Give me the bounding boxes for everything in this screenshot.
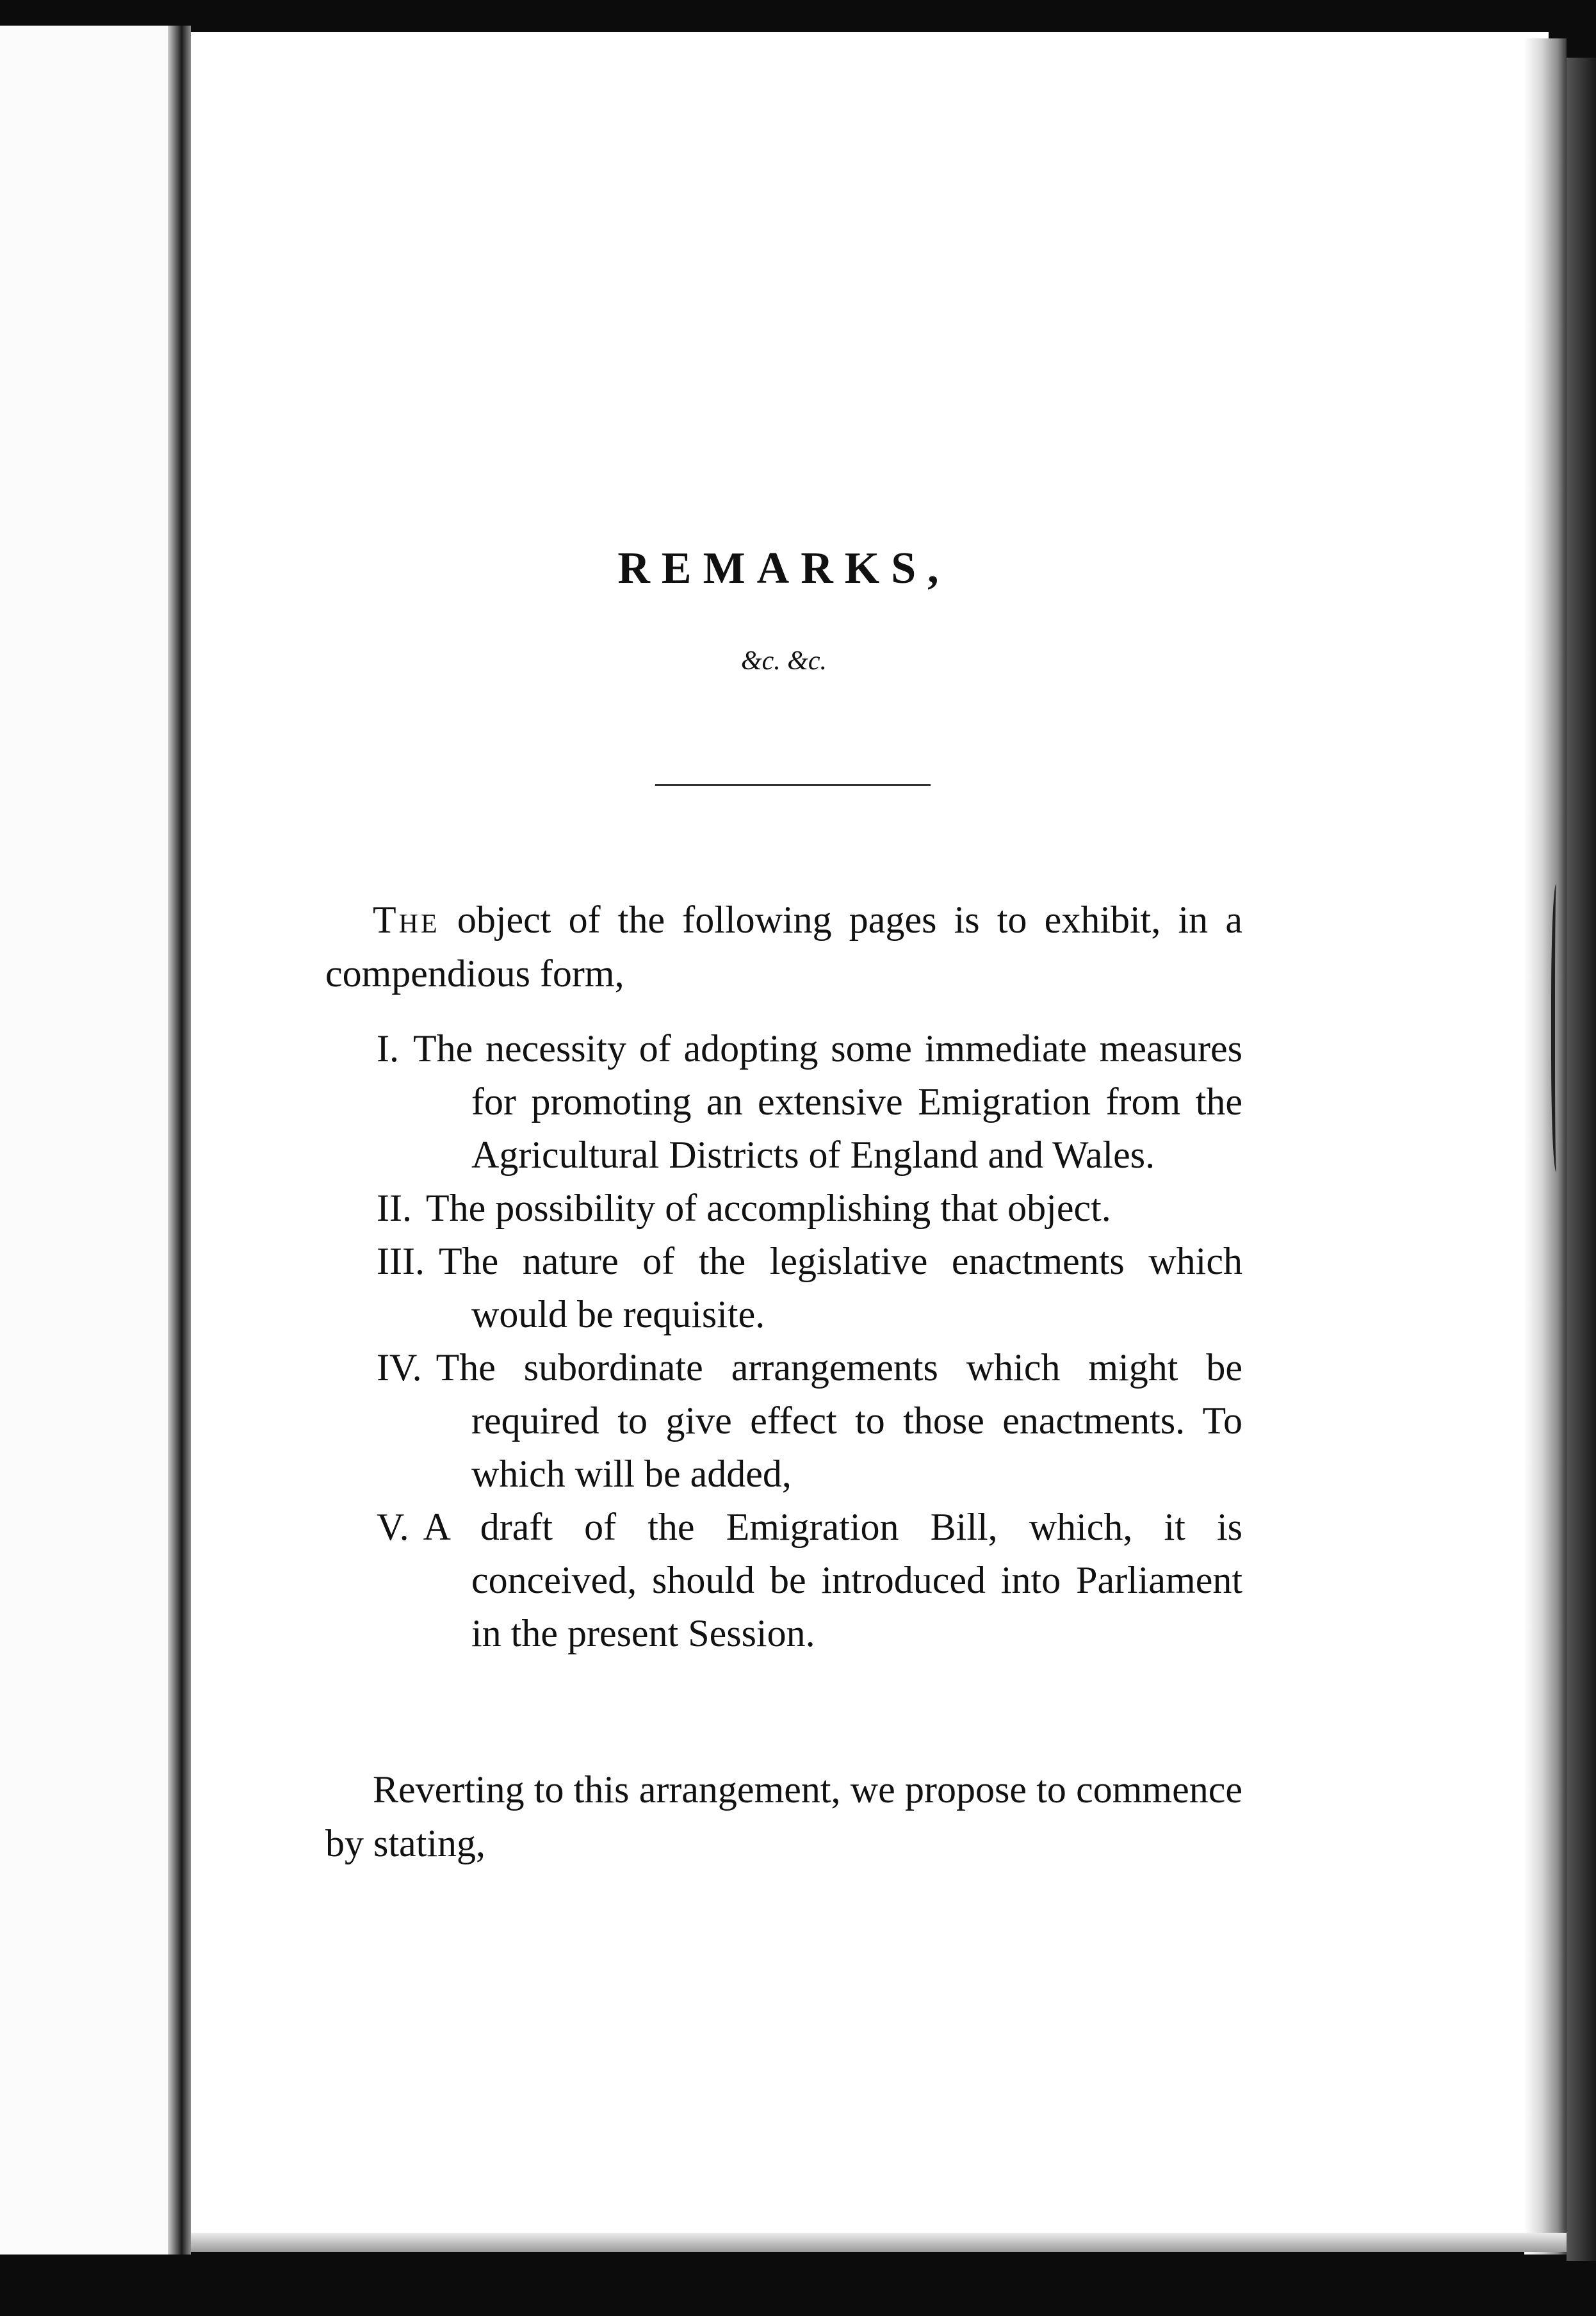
closing-paragraph: Reverting to this arrangement, we propose to commence by stating, [325, 1768, 1242, 1864]
list-numeral: III. [377, 1240, 425, 1282]
list-item-text: The necessity of adopting some immediate measures for promoting an extensive Emigration from the Agricultural Districts of England and Wales. [412, 1027, 1242, 1176]
list-item-text: The nature of the legislative enactments which would be requisite. [438, 1240, 1242, 1335]
intro-paragraph [325, 893, 1242, 1000]
intro-text: object of the following pages is to exhibit, in a compendious form, [325, 899, 1243, 995]
list-numeral: II. [377, 1187, 412, 1229]
list-numeral: I. [377, 1027, 399, 1070]
numbered-list [377, 1022, 1242, 1660]
list-item [377, 1501, 1242, 1660]
list-item-text: A draft of the Emigration Bill, which, it is conceived, should be introduced into Parliament in the present Session. [423, 1506, 1242, 1654]
list-numeral: IV. [377, 1346, 422, 1389]
clip-mark [1551, 884, 1564, 1172]
divider-rule [655, 784, 931, 786]
list-item [377, 1341, 1242, 1501]
page-heading: REMARKS, [617, 544, 950, 593]
binding-gutter [168, 26, 191, 2255]
list-item-text: The possibility of accomplishing that object. [425, 1187, 1111, 1229]
facing-page [0, 26, 186, 2255]
list-item [377, 1182, 1242, 1235]
list-item [377, 1235, 1242, 1341]
list-numeral: V. [377, 1506, 409, 1548]
page-subheading: &c. &c. [740, 646, 827, 676]
intro-lead-word: The [373, 899, 440, 941]
book-fore-edge [1567, 58, 1596, 2261]
list-item [377, 1022, 1242, 1182]
list-item-text: The subordinate arrangements which might be required to give effect to those enactments. To which will be added, [436, 1346, 1242, 1495]
page-bottom-shadow [191, 2233, 1567, 2252]
